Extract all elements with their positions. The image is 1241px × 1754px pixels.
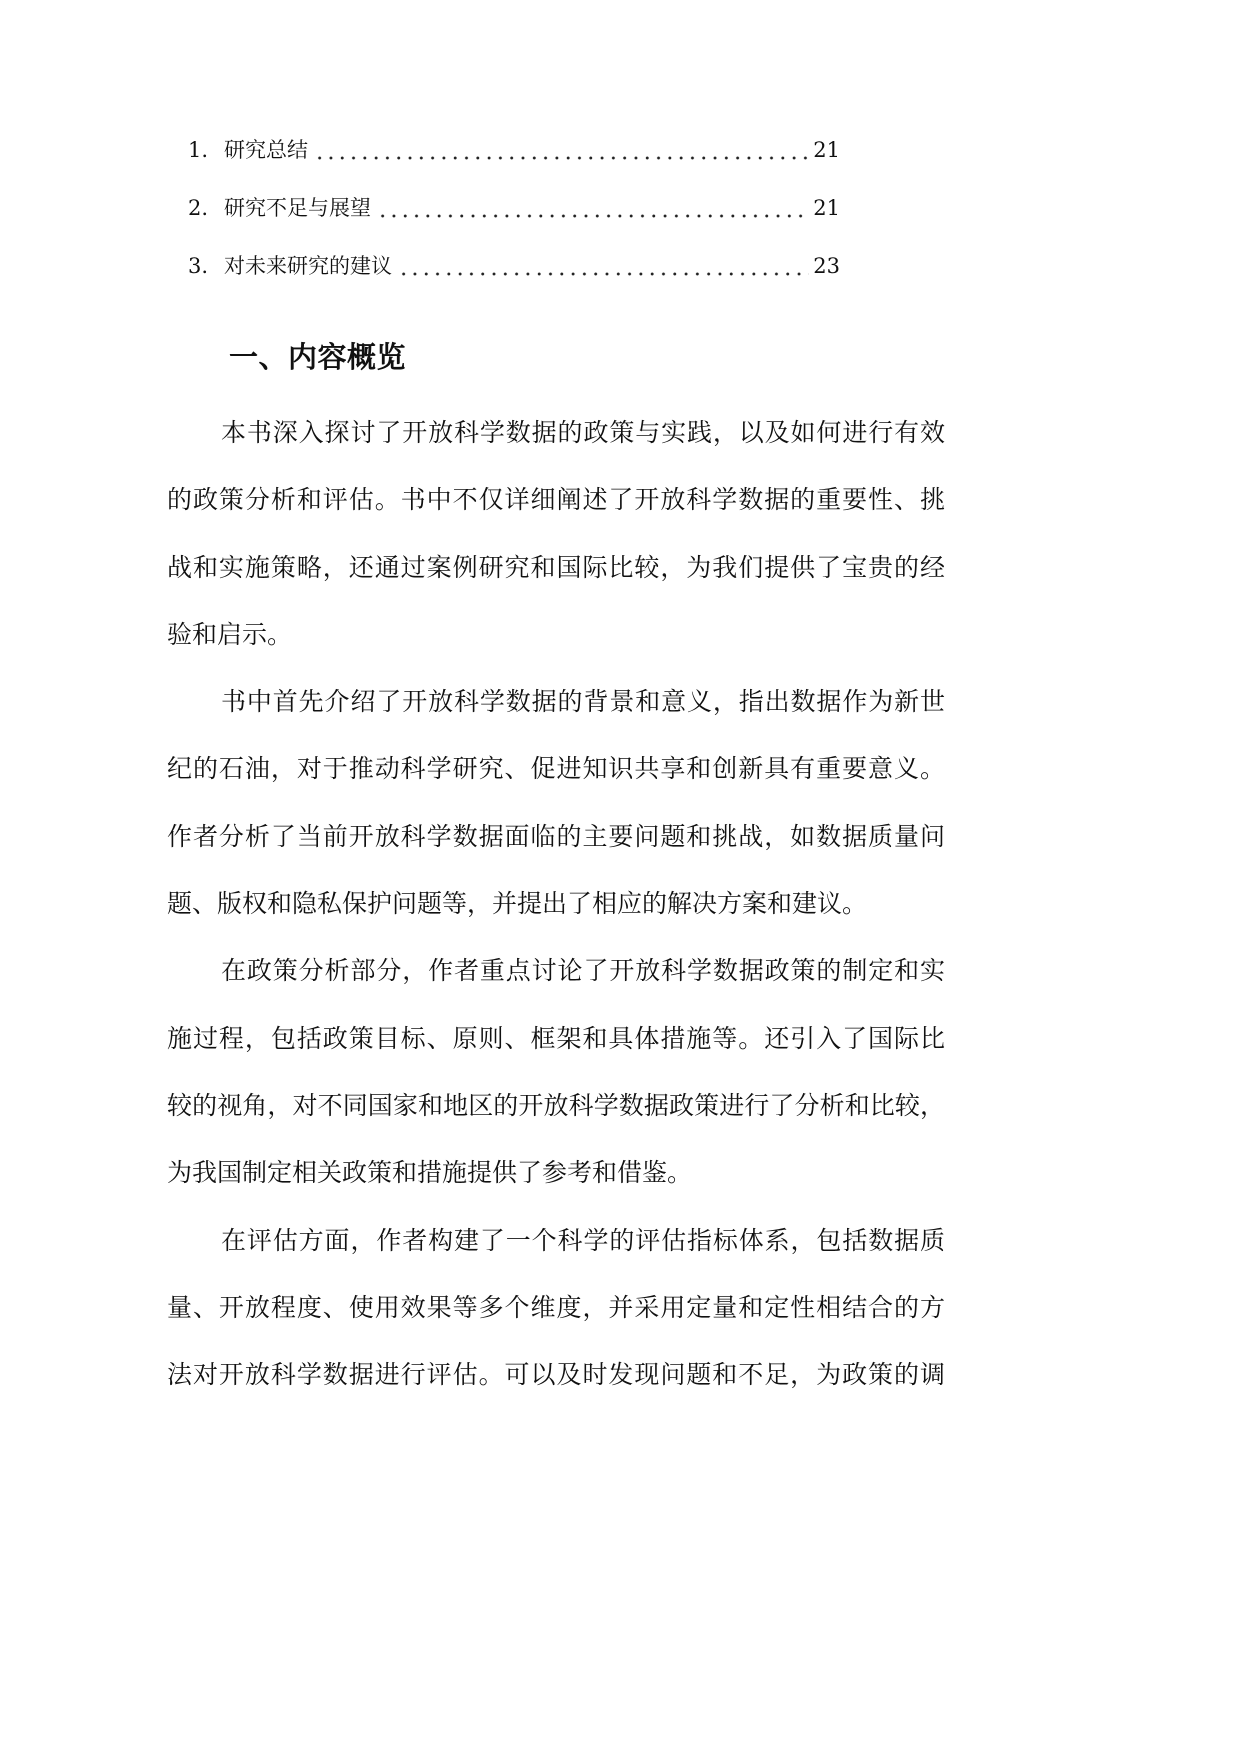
text-line: 在政策分析部分，作者重点讨论了开放科学数据政策的制定和实 [221,956,945,986]
text-line: 书中首先介绍了开放科学数据的背景和意义，指出数据作为新世 [221,687,945,717]
text-line: 战和实施策略，还通过案例研究和国际比较，为我们提供了宝贵的经 [167,552,945,582]
text-line: 在评估方面，作者构建了一个科学的评估指标体系，包括数据质 [221,1225,945,1255]
toc-entry[interactable] [188,179,840,237]
toc-entry[interactable] [188,237,840,295]
paragraph [167,399,945,668]
toc-entry[interactable] [188,121,840,179]
text-line: 的政策分析和评估。书中不仅详细阐述了开放科学数据的重要性、挑 [167,485,945,515]
paragraph [167,1207,945,1409]
toc-page-number: 21 [813,138,840,162]
text-line: 为我国制定相关政策和措施提供了参考和借鉴。 [167,1158,693,1188]
toc-number: 1. [188,138,209,162]
paragraph [167,668,945,937]
text-line: 较的视角，对不同国家和地区的开放科学数据政策进行了分析和比较， [167,1090,945,1120]
text-line: 量、开放程度、使用效果等多个维度，并采用定量和定性相结合的方 [167,1292,945,1322]
text-line: 题、版权和隐私保护问题等，并提出了相应的解决方案和建议。 [167,889,868,919]
toc-title: 研究不足与展望 [224,196,371,220]
toc-dot-leader [377,179,809,237]
toc-title: 研究总结 [224,138,308,162]
text-line: 本书深入探讨了开放科学数据的政策与实践，以及如何进行有效 [221,418,945,447]
toc-number: 2. [188,196,209,220]
paragraph [167,937,945,1206]
toc-dot-leader [314,121,809,179]
text-line: 施过程，包括政策目标、原则、框架和具体措施等。还引入了国际比 [167,1023,945,1053]
section-heading: 一、内容概览 [229,340,407,374]
toc-page-number: 21 [813,196,840,220]
toc-number: 3. [188,254,209,278]
text-line: 作者分析了当前开放科学数据面临的主要问题和挑战，如数据质量问 [167,821,945,851]
text-line: 验和启示。 [167,619,293,649]
text-line: 法对开放科学数据进行评估。可以及时发现问题和不足，为政策的调 [167,1360,945,1390]
table-of-contents [188,121,840,295]
section-body [167,399,945,1408]
text-line: 纪的石油，对于推动科学研究、促进知识共享和创新具有重要意义。 [167,754,945,784]
toc-dot-leader [398,237,809,295]
toc-page-number: 23 [813,254,840,278]
toc-title: 对未来研究的建议 [224,254,392,278]
